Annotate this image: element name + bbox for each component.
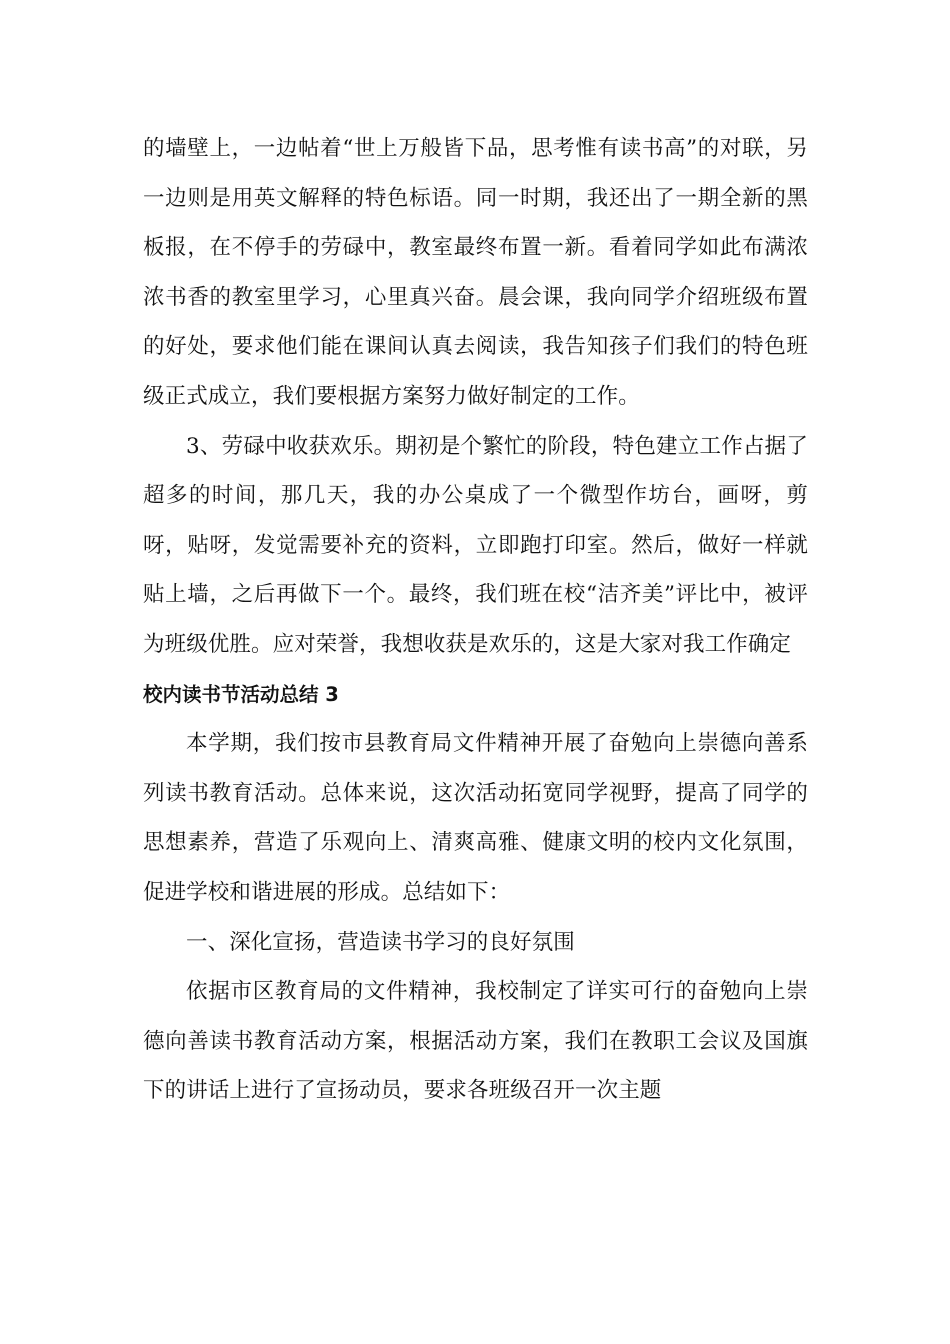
section-heading: 校内读书节活动总结 3 [143,682,339,706]
paragraph-4: 一、深化宣扬，营造读书学习的良好氛围 [186,929,575,955]
paragraph-3: 本学期，我们按市县教育局文件精神开展了奋勉向上崇德向善系列读书教育活动。总体来说，这次活动拓宽同学视野，提高了同学的思想素养，营造了乐观向上、清爽高雅、健康文明的校内文化氛围，促进学校和谐进展的形成。总结如下： [143,731,808,905]
paragraph-1: 的墙壁上，一边帖着“世上万般皆下品，思考惟有读书高”的对联，另一边则是用英文解释的特色标语。同一时期，我还出了一期全新的黑板报，在不停手的劳碌中，教室最终布置一新。看着同学如此布满浓浓书香的教室里学习，心里真兴奋。晨会课，我向同学介绍班级布置的好处，要求他们能在课间认真去阅读，我告知孩子们我们的特色班级正式成立，我们要根据方案努力做好制定的工作。 [143,136,808,409]
paragraph-2: 3、劳碌中收获欢乐。期初是个繁忙的阶段，特色建立工作占据了超多的时间，那几天，我的办公桌成了一个微型作坊台，画呀，剪呀，贴呀，发觉需要补充的资料，立即跑打印室。然后，做好一样就贴上墙，之后再做下一个。最终，我们班在校“洁齐美”评比中，被评为班级优胜。应对荣誉，我想收获是欢乐的，这是大家对我工作确定 [143,433,808,657]
paragraph-5: 依据市区教育局的文件精神，我校制定了详实可行的奋勉向上崇德向善读书教育活动方案，根据活动方案，我们在教职工会议及国旗下的讲话上进行了宣扬动员，要求各班级召开一次主题 [143,979,808,1104]
document-body [143,124,808,1116]
